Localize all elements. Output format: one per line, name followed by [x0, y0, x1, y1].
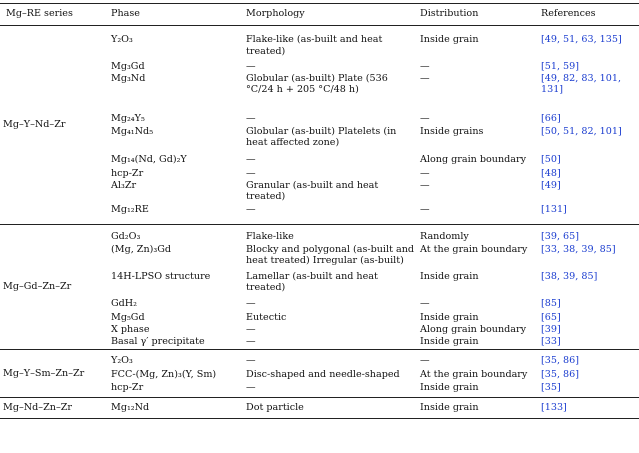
distribution-cell: —: [420, 60, 430, 72]
references-cell: [66]: [541, 112, 561, 124]
references-cell: [48]: [541, 167, 561, 179]
distribution-cell: —: [420, 167, 430, 179]
phase-cell: (Mg, Zn)₃Gd: [111, 243, 172, 255]
references-cell: [33]: [541, 335, 561, 347]
series-group: [0, 398, 639, 419]
distribution-cell: Inside grains: [420, 125, 484, 137]
distribution-cell: Inside grain: [420, 34, 479, 45]
phase-cell: hcp-Zr: [111, 381, 144, 393]
distribution-cell: —: [420, 297, 430, 309]
references-cell: [49, 82, 83, 101, 131]: [541, 72, 622, 95]
distribution-cell: —: [420, 179, 430, 191]
references-cell: [85]: [541, 297, 561, 309]
morphology-cell: —: [246, 297, 256, 309]
phases-table: [0, 3, 639, 419]
distribution-cell: Inside grain: [420, 402, 479, 413]
references-cell: [39, 65]: [541, 231, 580, 242]
distribution-cell: Randomly: [420, 231, 469, 242]
phase-cell: Y₂O₃: [111, 34, 133, 45]
phase-cell: Mg₂₄Y₅: [111, 112, 145, 124]
phase-cell: Basal γ′ precipitate: [111, 335, 205, 347]
series-group: [0, 26, 639, 225]
morphology-cell: Globular (as-built) Plate (536 °C/24 h + 205 °C/48 h): [246, 72, 388, 95]
phase-cell: Mg₃Nd: [111, 72, 146, 84]
morphology-cell: Flake-like: [246, 231, 294, 242]
morphology-cell: —: [246, 153, 256, 165]
series-cell: Mg–Y–Sm–Zn–Zr: [3, 367, 85, 379]
table-row: [0, 350, 639, 369]
phase-cell: 14H-LPSO structure: [111, 270, 211, 282]
morphology-cell: Flake-like (as-built and heat treated): [246, 34, 383, 57]
phase-cell: Mg₄₁Nd₅: [111, 125, 154, 137]
distribution-cell: Along grain boundary: [420, 323, 527, 335]
phase-cell: Al₃Zr: [111, 179, 137, 191]
references-cell: [39]: [541, 323, 561, 335]
series-cell: Mg–Nd–Zn–Zr: [3, 402, 72, 414]
morphology-cell: —: [246, 60, 256, 72]
morphology-cell: —: [246, 112, 256, 124]
header-phase: Phase: [105, 4, 240, 26]
distribution-cell: —: [420, 72, 430, 84]
header-distribution: Distribution: [414, 4, 535, 26]
morphology-cell: Blocky and polygonal (as-built and heat treated) Irregular (as-built): [246, 243, 414, 266]
references-cell: [38, 39, 85]: [541, 270, 598, 282]
header-series: Mg–RE series: [0, 4, 105, 26]
morphology-cell: —: [246, 167, 256, 179]
phase-cell: Mg₃Gd: [111, 60, 145, 72]
distribution-cell: At the grain boundary: [420, 243, 528, 255]
references-cell: [35, 86]: [541, 355, 580, 366]
references-cell: [131]: [541, 203, 567, 215]
references-cell: [49, 51, 63, 135]: [541, 34, 622, 45]
distribution-cell: Inside grain: [420, 311, 479, 323]
phase-cell: Mg₁₄(Nd, Gd)₂Y: [111, 153, 187, 165]
phase-cell: Mg₅Gd: [111, 311, 145, 323]
distribution-cell: Along grain boundary: [420, 153, 527, 165]
references-cell: [50, 51, 82, 101]: [541, 125, 622, 137]
morphology-cell: Globular (as-built) Platelets (in heat affected zone): [246, 125, 397, 148]
header-row: [0, 4, 639, 26]
phase-cell: FCC-(Mg, Zn)₃(Y, Sm): [111, 368, 217, 380]
distribution-cell: —: [420, 355, 430, 366]
references-cell: [33, 38, 39, 85]: [541, 243, 616, 255]
header-references: References: [535, 4, 639, 26]
references-cell: [35]: [541, 381, 561, 393]
table-row: [0, 225, 639, 244]
morphology-cell: —: [246, 355, 256, 366]
morphology-cell: Disc-shaped and needle-shaped: [246, 368, 400, 380]
references-cell: [133]: [541, 402, 567, 413]
morphology-cell: Dot particle: [246, 402, 304, 413]
references-cell: [65]: [541, 311, 561, 323]
distribution-cell: At the grain boundary: [420, 368, 528, 380]
morphology-cell: —: [246, 203, 256, 215]
phase-cell: Y₂O₃: [111, 355, 133, 366]
phase-cell: GdH₂: [111, 297, 138, 309]
references-cell: [49]: [541, 179, 561, 191]
phase-cell: X phase: [111, 323, 150, 335]
distribution-cell: —: [420, 203, 430, 215]
phase-cell: Mg₁₂Nd: [111, 402, 150, 413]
table-row: [0, 26, 639, 61]
header-morphology: Morphology: [240, 4, 414, 26]
distribution-cell: Inside grain: [420, 335, 479, 347]
morphology-cell: Lamellar (as-built and heat treated): [246, 270, 378, 293]
distribution-cell: Inside grain: [420, 270, 479, 282]
references-cell: [51, 59]: [541, 60, 580, 72]
phase-cell: Mg₁₂RE: [111, 203, 149, 215]
series-cell: Mg–Gd–Zn–Zr: [3, 281, 72, 293]
references-cell: [35, 86]: [541, 368, 580, 380]
series-group: [0, 225, 639, 350]
phase-cell: hcp-Zr: [111, 167, 144, 179]
distribution-cell: —: [420, 112, 430, 124]
distribution-cell: Inside grain: [420, 381, 479, 393]
morphology-cell: —: [246, 323, 256, 335]
morphology-cell: Eutectic: [246, 311, 287, 323]
phase-cell: Gd₂O₃: [111, 231, 141, 242]
table-row: [0, 398, 639, 419]
morphology-cell: —: [246, 335, 256, 347]
series-cell: Mg–Y–Nd–Zr: [3, 119, 66, 131]
morphology-cell: Granular (as-built and heat treated): [246, 179, 379, 202]
series-group: [0, 350, 639, 398]
morphology-cell: —: [246, 381, 256, 393]
references-cell: [50]: [541, 153, 561, 165]
